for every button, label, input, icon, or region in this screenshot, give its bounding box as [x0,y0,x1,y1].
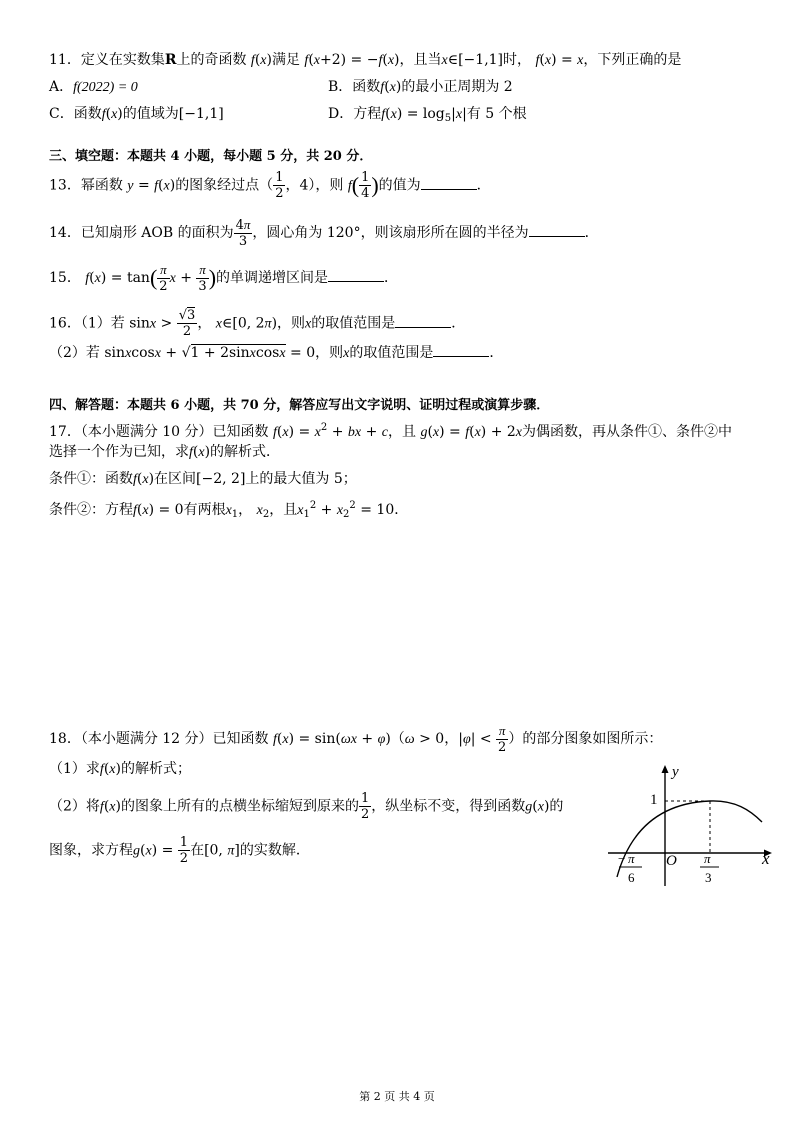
q15: 15． f(x) = tan( $\frac{\pi}{2}$ x + $\frac{\pi}{3}$ )的单调递增区间是 ． [49,262,399,294]
q11-option-d: D．方程$f(x) = \log_5|x|$有 5 个根 [328,106,527,124]
q18-part1: （1）求f(x)的解析式； [49,761,191,777]
q18-part2: （2）将f(x)的图象上所有的点横坐标缩短到原来的 $\frac{1}{2}$ ，纵坐标不变，得到函数g(x)的 [49,791,564,822]
y-tick-1: 1 [650,792,658,808]
x-axis-label: x [762,849,770,868]
q11-option-b: B．函数f(x)的最小正周期为 2 [328,79,513,95]
q17-condition-2: 条件②：方程f(x) = 0有两根$x_1$， $x_2$，且$x_1^2 + x_2^2 = 10$． [49,500,409,520]
q13: 13．幂函数 y = f(x)的图象经过点（ $\frac{1}{2}$ ，4），则 f( $\frac{1}{4}$ )的值为 ． [49,170,491,201]
q11-option-a: A．f(2022) = 0 [49,79,138,95]
q18-part2-cont: 图象，求方程g(x) = $\frac{1}{2}$ 在[0, π]的实数解． [49,835,310,866]
q18-line1: 18．（本小题满分 12 分）已知函数 f(x) = sin(ωx + φ)（ω > 0，|φ| < $\frac{\pi}{2}$ ）的部分图象如图所示： [49,723,663,755]
q18-sine-graph [600,760,780,895]
right-x-den: 3 [705,870,712,885]
y-axis-arrow [662,765,669,773]
section-3-title: 三、填空题：本题共 4 小题，每小题 5 分，共 20 分． [49,149,373,164]
left-x-num: π [628,851,635,866]
sine-curve [617,801,762,877]
left-x-sign: − [618,851,626,866]
q17-condition-1: 条件①：函数f(x)在区间[−2, 2]上的最大值为 5； [49,471,357,487]
q11-stem: 11．定义在实数集R上的奇函数 f(x)满足 f(x+2) = −f(x)，且当x∈[−1,1]时， f(x) = x，下列正确的是 [49,52,682,68]
q17-line1: 17．（本小题满分 10 分）已知函数 $f(x) = x^2$ + bx + c，且 g(x) = f(x) + 2x为偶函数，再从条件①、条件②中 [49,422,733,440]
origin-label: O [666,853,677,869]
right-x-num: π [704,851,711,866]
left-x-den: 6 [628,870,635,885]
page-footer: 第 2 页 共 4 页 [359,1090,435,1103]
section-4-title: 四、解答题：本题共 6 小题，共 70 分，解答应写出文字说明、证明过程或演算步骤． [49,398,550,413]
q11-option-c: C．函数f(x)的值域为[−1,1] [49,106,224,122]
q16-part2: （2）若 sinxcosx + √1 + 2sinxcosx = 0，则x的取值范围是 ． [49,345,504,361]
q17-line2: 选择一个作为已知，求f(x)的解析式． [49,444,281,460]
q14: 14．已知扇形 AOB 的面积为 $\frac{4\pi}{3}$ ，圆心角为 120°，则该扇形所在圆的半径为 ． [49,217,599,249]
q16-part1: 16．（1）若 sinx > $\frac{√3}{2}$ ， x∈[0, 2π)，则x的取值范围是 ． [49,308,466,339]
y-axis-label: y [672,764,679,780]
